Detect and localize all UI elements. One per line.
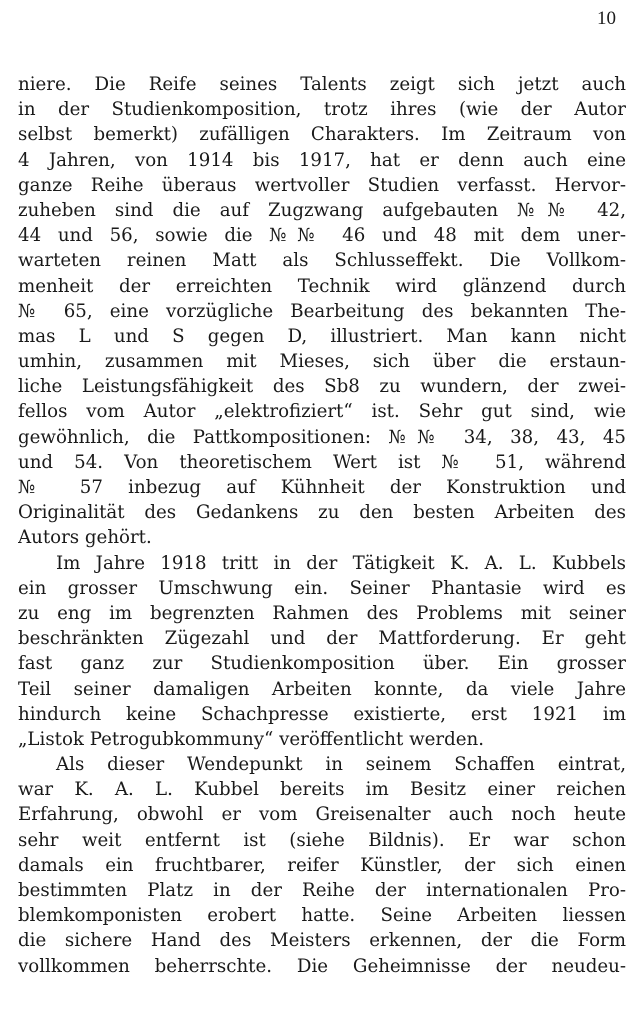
text-line: № 57 inbezug auf Kühnheit der Konstruktion und xyxy=(18,477,626,498)
text-line: war K. A. L. Kubbel bereits im Besitz einer reichen xyxy=(18,779,626,801)
text-line: 4 Jahren, von 1914 bis 1917, hat er denn auch eine xyxy=(18,149,626,171)
text-line: in der Studienkomposition, trotz ihres (wie der Autor xyxy=(18,99,626,121)
text-line: und 54. Von theoretischem Wert ist № 51, während xyxy=(18,451,626,473)
text-line: warteten reinen Matt als Schlusseffekt. Die Vollkom- xyxy=(18,250,626,272)
text-line: mas L und S gegen D, illustriert. Man kann nicht xyxy=(18,325,626,347)
text-line: fellos vom Autor „elektrofiziert“ ist. Sehr gut sind, wie xyxy=(18,401,626,423)
text-line: liche Leistungsfähigkeit des Sb8 zu wundern, der zwei- xyxy=(18,376,626,398)
text-line: zu eng im begrenzten Rahmen des Problems mit seiner xyxy=(18,602,626,624)
text-line: Erfahrung, obwohl er vom Greisenalter auch noch heute xyxy=(18,804,626,826)
text-line: sehr weit entfernt ist (siehe Bildnis). Er war schon xyxy=(18,829,626,851)
text-line: beschränkten Zügezahl und der Mattforderung. Er geht xyxy=(18,628,626,650)
text-line: fast ganz zur Studienkomposition über. Ein grosser xyxy=(18,653,626,675)
text-line: gewöhnlich, die Pattkompositionen: №№ 34, 38, 43, 45 xyxy=(18,426,626,448)
text-line: selbst bemerkt) zufälligen Charakters. Im Zeitraum von xyxy=(18,124,626,146)
text-line: damals ein fruchtbarer, reifer Künstler, der sich einen xyxy=(18,854,626,876)
page-number: 10 xyxy=(597,8,616,29)
text-line: umhin, zusammen mit Mieses, sich über die erstaun- xyxy=(18,351,626,373)
text-line: niere. Die Reife seines Talents zeigt sich jetzt auch xyxy=(18,74,626,95)
text-line: blemkomponisten erobert hatte. Seine Arbeiten liessen xyxy=(18,905,626,927)
text-line: Teil seiner damaligen Arbeiten konnte, da viele Jahre xyxy=(18,678,626,700)
text-line: ganze Reihe überaus wertvoller Studien verfasst. Hervor- xyxy=(18,174,626,196)
text-line: zuheben sind die auf Zugzwang aufgebauten №№ 42, xyxy=(18,199,626,221)
text-line: „Listok Petrogubkommuny“ veröffentlicht werden. xyxy=(18,728,485,750)
text-line: bestimmten Platz in der Reihe der internationalen Pro- xyxy=(18,880,626,901)
text-line: Originalität des Gedankens zu den besten Arbeiten des xyxy=(18,502,626,524)
text-line: die sichere Hand des Meisters erkennen, der die Form xyxy=(18,930,626,952)
text-line: Im Jahre 1918 tritt in der Tätigkeit K. A. L. Kubbels xyxy=(56,552,626,574)
text-line: Autors gehört. xyxy=(18,527,152,549)
document-body xyxy=(18,72,626,979)
text-line: № 65, eine vorzügliche Bearbeitung des bekannten The- xyxy=(18,300,626,322)
text-line: vollkommen beherrschte. Die Geheimnisse der neudeu- xyxy=(18,955,626,977)
text-line: menheit der erreichten Technik wird glänzend durch xyxy=(18,275,626,297)
text-line: Als dieser Wendepunkt in seinem Schaffen eintrat, xyxy=(56,754,626,776)
text-line: ein grosser Umschwung ein. Seiner Phantasie wird es xyxy=(18,577,626,599)
text-line: 44 und 56, sowie die №№ 46 und 48 mit dem uner- xyxy=(18,225,626,247)
text-line: hindurch keine Schachpresse existierte, erst 1921 im xyxy=(18,703,626,725)
